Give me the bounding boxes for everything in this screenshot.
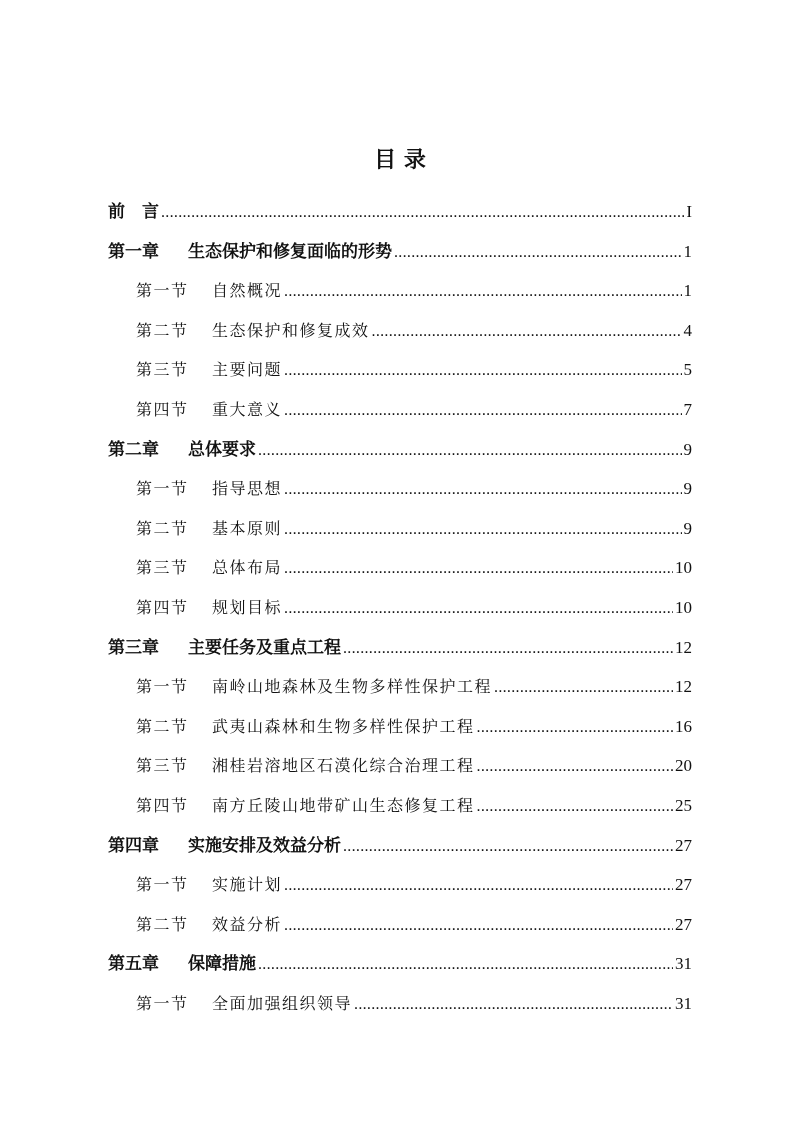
toc-entry-section-3-3[interactable] [108,750,692,790]
toc-entry-page: 1 [683,281,692,301]
toc-entry-label [136,552,282,584]
toc-entry-label [136,473,282,505]
toc-entry-chapter-1[interactable] [108,236,692,276]
toc-entry-number: 第一节 [136,993,189,1013]
toc-entry-page: 31 [675,993,692,1013]
toc-entry-page: 16 [675,716,692,736]
toc-entry-preface[interactable] [108,196,692,236]
toc-entry-section-3-4[interactable] [108,790,692,830]
toc-entry-section-1-2[interactable] [108,315,692,355]
toc-entry-number: 第三节 [136,558,189,578]
toc-entry-page: 9 [683,518,692,538]
dot-leader [477,712,673,744]
toc-title: 目 录 [374,148,426,173]
toc-list [108,196,692,1027]
dot-leader [394,237,682,269]
toc-entry-label [136,354,282,386]
toc-entry-number: 第二节 [136,716,189,736]
toc-entry-title: 南岭山地森林及生物多样性保护工程 [212,677,493,697]
toc-entry-page: 27 [675,835,692,855]
toc-entry-label [136,592,282,624]
dot-leader [284,514,681,546]
toc-entry-label [108,236,392,268]
toc-entry-number: 前 言 [108,202,159,222]
toc-entry-label [136,988,352,1020]
toc-entry-section-4-1[interactable] [108,869,692,909]
dot-leader [284,474,681,506]
toc-entry-page: 4 [683,320,692,340]
toc-entry-title: 自然概况 [212,281,283,301]
toc-entry-label [108,434,256,466]
toc-entry-page: 12 [675,637,692,657]
toc-entry-number: 第一节 [136,677,189,697]
toc-entry-page: 10 [675,597,692,617]
toc-entry-title: 重大意义 [212,399,283,419]
dot-leader [284,910,673,942]
toc-entry-page: I [686,202,692,221]
toc-entry-number: 第四节 [136,399,189,419]
toc-entry-title: 效益分析 [212,914,283,934]
toc-entry-label [136,513,282,545]
dot-leader [372,316,682,348]
toc-entry-section-4-2[interactable] [108,909,692,949]
toc-entry-section-1-3[interactable] [108,354,692,394]
toc-entry-title: 保障措施 [188,954,256,975]
toc-entry-page: 7 [683,399,692,419]
toc-entry-title: 指导思想 [212,479,283,499]
toc-entry-number: 第二节 [136,914,189,934]
toc-entry-number: 第四节 [136,795,189,815]
dot-leader [284,355,681,387]
toc-entry-chapter-2[interactable] [108,434,692,474]
toc-entry-section-3-2[interactable] [108,711,692,751]
toc-entry-page: 12 [675,677,692,697]
toc-entry-section-2-2[interactable] [108,513,692,553]
dot-leader [161,197,684,229]
toc-entry-page: 10 [675,558,692,578]
toc-entry-chapter-5[interactable] [108,948,692,988]
toc-entry-title: 主要问题 [212,360,283,380]
toc-entry-label [136,394,282,426]
dot-leader [477,751,673,783]
toc-entry-title: 实施计划 [212,875,283,895]
toc-entry-number: 第二节 [136,320,189,340]
toc-entry-section-1-4[interactable] [108,394,692,434]
dot-leader [284,593,673,625]
toc-entry-number: 第一节 [136,281,189,301]
toc-entry-title: 武夷山森林和生物多样性保护工程 [212,716,475,736]
toc-entry-label [108,196,159,228]
toc-entry-section-2-1[interactable] [108,473,692,513]
dot-leader [284,553,673,585]
dot-leader [258,949,673,981]
toc-entry-title: 基本原则 [212,518,283,538]
toc-entry-page: 27 [675,914,692,934]
toc-entry-number: 第一章 [108,241,159,262]
toc-entry-chapter-3[interactable] [108,632,692,672]
toc-entry-page: 9 [683,479,692,499]
toc-entry-number: 第二章 [108,439,159,460]
toc-entry-section-5-1[interactable] [108,988,692,1028]
toc-entry-page: 9 [683,439,692,459]
toc-entry-title: 湘桂岩溶地区石漠化综合治理工程 [212,756,475,776]
toc-entry-page: 1 [683,241,692,261]
toc-entry-label [136,711,475,743]
toc-entry-number: 第四节 [136,597,189,617]
dot-leader [354,989,673,1021]
dot-leader [494,672,673,704]
toc-entry-title: 生态保护和修复面临的形势 [188,241,392,262]
toc-entry-chapter-4[interactable] [108,830,692,870]
toc-entry-label [136,275,282,307]
toc-entry-label [136,671,492,703]
dot-leader [284,870,673,902]
toc-entry-title: 南方丘陵山地带矿山生态修复工程 [212,795,475,815]
toc-entry-label [136,750,475,782]
toc-entry-label [108,632,341,664]
toc-entry-number: 第三章 [108,637,159,658]
toc-entry-section-2-3[interactable] [108,552,692,592]
toc-entry-label [136,315,370,347]
toc-entry-label [136,790,475,822]
toc-entry-number: 第二节 [136,518,189,538]
toc-entry-number: 第一节 [136,479,189,499]
dot-leader [284,276,681,308]
dot-leader [343,633,673,665]
toc-entry-title: 生态保护和修复成效 [212,320,370,340]
toc-entry-page: 5 [683,360,692,380]
dot-leader [284,395,681,427]
toc-entry-title: 主要任务及重点工程 [188,637,341,658]
toc-entry-title: 总体布局 [212,558,283,578]
toc-entry-page: 31 [675,954,692,974]
toc-entry-section-2-4[interactable] [108,592,692,632]
toc-entry-label [136,869,282,901]
dot-leader [477,791,673,823]
toc-entry-label [136,909,282,941]
toc-entry-title: 全面加强组织领导 [212,993,353,1013]
toc-entry-section-1-1[interactable] [108,275,692,315]
toc-entry-page: 25 [675,795,692,815]
toc-entry-title: 实施安排及效益分析 [188,835,341,856]
toc-entry-page: 27 [675,875,692,895]
toc-entry-number: 第三节 [136,360,189,380]
toc-entry-number: 第一节 [136,875,189,895]
toc-entry-title: 规划目标 [212,597,283,617]
toc-entry-section-3-1[interactable] [108,671,692,711]
toc-entry-label [108,948,256,980]
dot-leader [343,831,673,863]
dot-leader [258,435,682,467]
toc-entry-number: 第五章 [108,954,159,975]
toc-entry-number: 第四章 [108,835,159,856]
toc-entry-number: 第三节 [136,756,189,776]
toc-entry-title: 总体要求 [188,439,256,460]
toc-entry-label [108,830,341,862]
toc-entry-page: 20 [675,756,692,776]
